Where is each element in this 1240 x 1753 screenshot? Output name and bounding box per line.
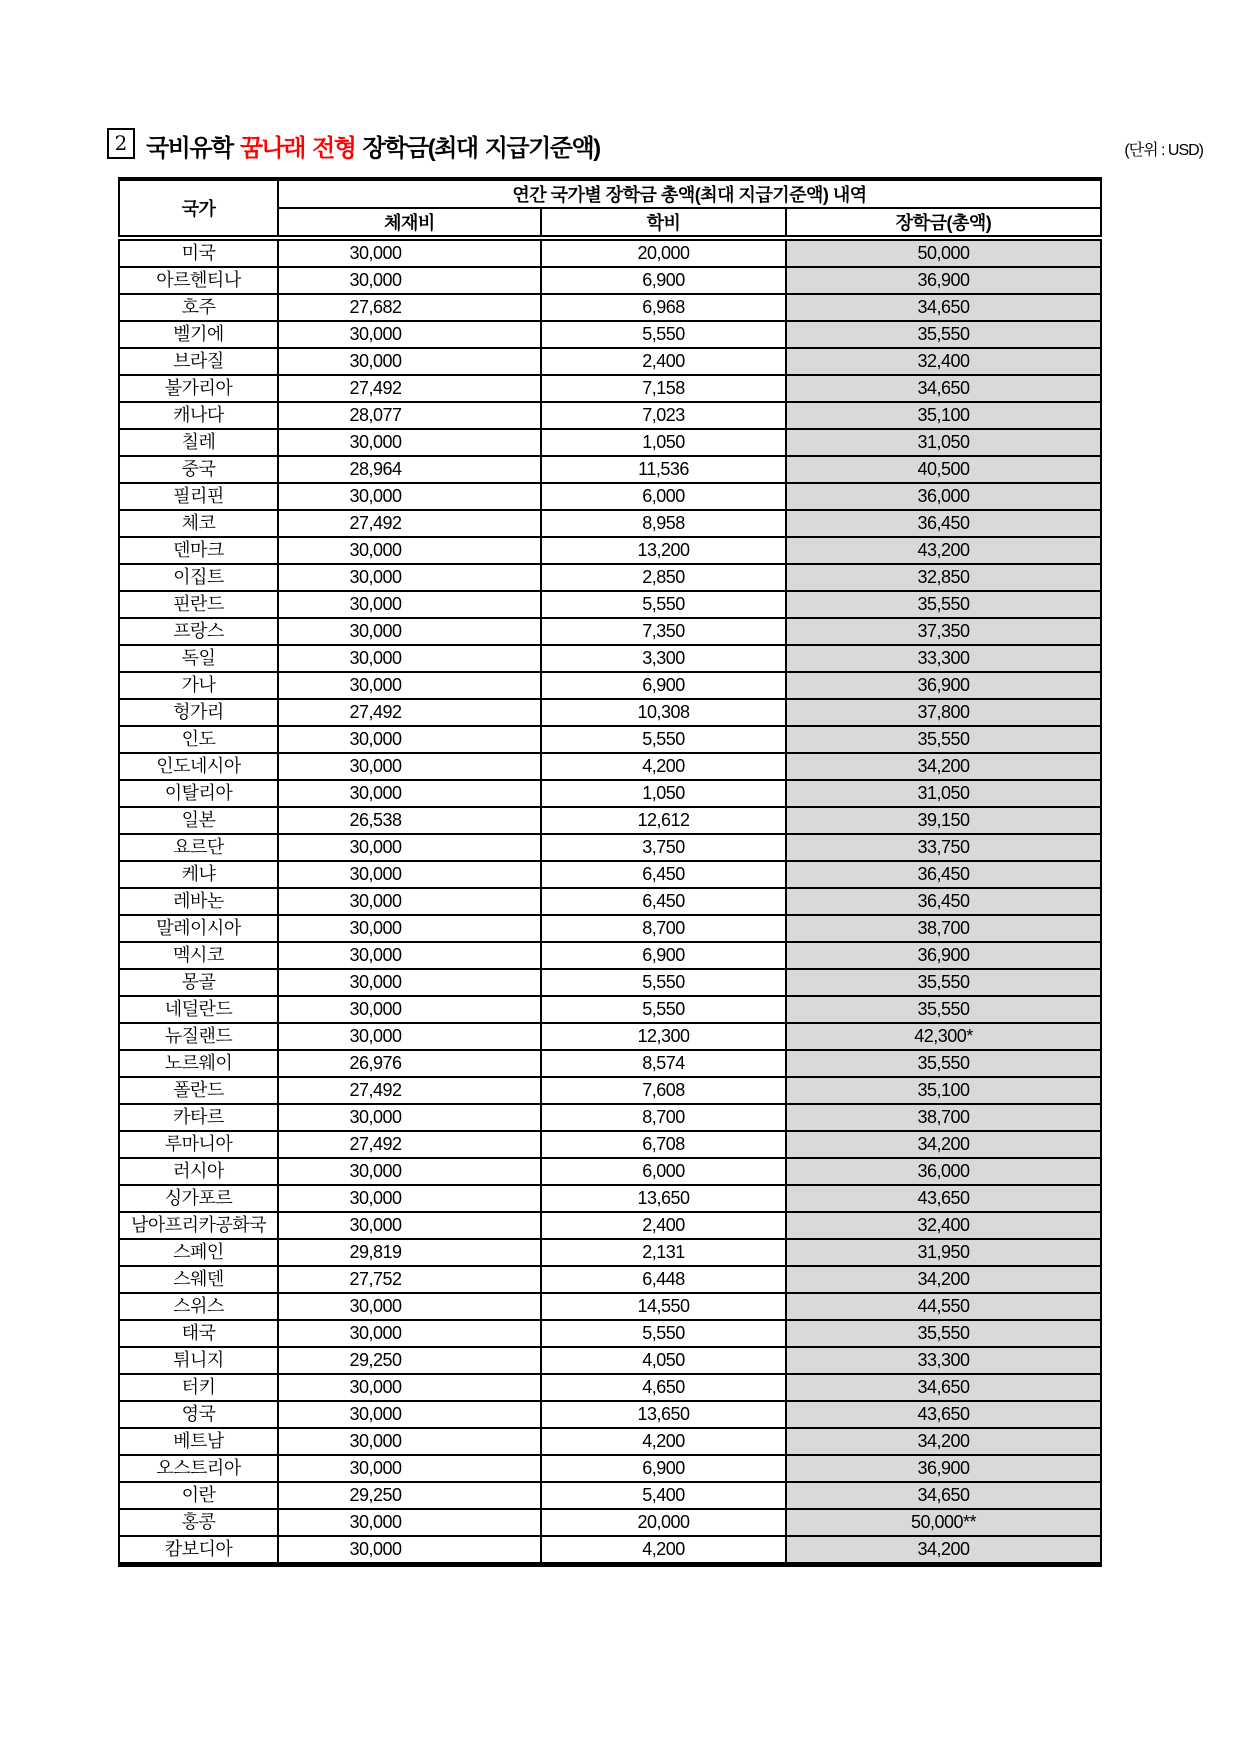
- total-scholarship-cell: 34,650: [786, 294, 1101, 321]
- header-country: 국가: [119, 179, 278, 238]
- total-scholarship-cell: 34,200: [786, 1536, 1101, 1565]
- table-row: [119, 1158, 1101, 1185]
- total-scholarship-cell: 37,800: [786, 699, 1101, 726]
- living-cost-cell: 30,000: [278, 1023, 541, 1050]
- total-scholarship-cell: 35,550: [786, 321, 1101, 348]
- tuition-cell: 6,968: [541, 294, 786, 321]
- total-scholarship-cell: 35,100: [786, 402, 1101, 429]
- country-cell: 중국: [119, 456, 278, 483]
- living-cost-cell: 26,976: [278, 1050, 541, 1077]
- title-row: [107, 128, 1203, 164]
- tuition-cell: 5,400: [541, 1482, 786, 1509]
- living-cost-cell: 30,000: [278, 1428, 541, 1455]
- total-scholarship-cell: 43,200: [786, 537, 1101, 564]
- total-scholarship-cell: 33,300: [786, 645, 1101, 672]
- tuition-cell: 6,450: [541, 861, 786, 888]
- tuition-cell: 2,400: [541, 1212, 786, 1239]
- table-row: [119, 1428, 1101, 1455]
- table-row: [119, 942, 1101, 969]
- tuition-cell: 5,550: [541, 969, 786, 996]
- table-row: [119, 1239, 1101, 1266]
- table-row: [119, 348, 1101, 375]
- tuition-cell: 10,308: [541, 699, 786, 726]
- living-cost-cell: 27,752: [278, 1266, 541, 1293]
- tuition-cell: 5,550: [541, 996, 786, 1023]
- country-cell: 인도: [119, 726, 278, 753]
- country-cell: 인도네시아: [119, 753, 278, 780]
- total-scholarship-cell: 33,750: [786, 834, 1101, 861]
- country-cell: 러시아: [119, 1158, 278, 1185]
- tuition-cell: 14,550: [541, 1293, 786, 1320]
- total-scholarship-cell: 35,550: [786, 969, 1101, 996]
- country-cell: 호주: [119, 294, 278, 321]
- table-row: [119, 753, 1101, 780]
- table-row: [119, 969, 1101, 996]
- country-cell: 캐나다: [119, 402, 278, 429]
- living-cost-cell: 28,077: [278, 402, 541, 429]
- section-number-box: 2: [107, 128, 135, 159]
- country-cell: 불가리아: [119, 375, 278, 402]
- header-total-scholarship: 장학금(총액): [786, 208, 1101, 238]
- country-cell: 일본: [119, 807, 278, 834]
- tuition-cell: 1,050: [541, 429, 786, 456]
- tuition-cell: 4,200: [541, 1428, 786, 1455]
- living-cost-cell: 30,000: [278, 726, 541, 753]
- living-cost-cell: 30,000: [278, 969, 541, 996]
- country-cell: 레바논: [119, 888, 278, 915]
- total-scholarship-cell: 35,550: [786, 996, 1101, 1023]
- table-row: [119, 1374, 1101, 1401]
- country-cell: 이탈리아: [119, 780, 278, 807]
- table-row: [119, 1293, 1101, 1320]
- living-cost-cell: 30,000: [278, 942, 541, 969]
- table-row: [119, 1536, 1101, 1565]
- living-cost-cell: 30,000: [278, 321, 541, 348]
- living-cost-cell: 27,492: [278, 1077, 541, 1104]
- country-cell: 싱가포르: [119, 1185, 278, 1212]
- country-cell: 덴마크: [119, 537, 278, 564]
- country-cell: 필리핀: [119, 483, 278, 510]
- tuition-cell: 6,448: [541, 1266, 786, 1293]
- country-cell: 영국: [119, 1401, 278, 1428]
- country-cell: 아르헨티나: [119, 267, 278, 294]
- country-cell: 캄보디아: [119, 1536, 278, 1565]
- total-scholarship-cell: 36,000: [786, 1158, 1101, 1185]
- tuition-cell: 5,550: [541, 591, 786, 618]
- tuition-cell: 8,700: [541, 915, 786, 942]
- table-row: [119, 267, 1101, 294]
- country-cell: 노르웨이: [119, 1050, 278, 1077]
- country-cell: 남아프리카공화국: [119, 1212, 278, 1239]
- total-scholarship-cell: 32,400: [786, 348, 1101, 375]
- total-scholarship-cell: 36,000: [786, 483, 1101, 510]
- country-cell: 요르단: [119, 834, 278, 861]
- table-row: [119, 402, 1101, 429]
- total-scholarship-cell: 31,950: [786, 1239, 1101, 1266]
- table-row: [119, 645, 1101, 672]
- table-header: [119, 179, 1101, 238]
- table-row: [119, 618, 1101, 645]
- tuition-cell: 13,650: [541, 1185, 786, 1212]
- tuition-cell: 2,400: [541, 348, 786, 375]
- table-row: [119, 456, 1101, 483]
- country-cell: 이란: [119, 1482, 278, 1509]
- living-cost-cell: 30,000: [278, 1536, 541, 1565]
- total-scholarship-cell: 36,900: [786, 267, 1101, 294]
- scholarship-table: [118, 177, 1102, 1567]
- table-row: [119, 1401, 1101, 1428]
- living-cost-cell: 30,000: [278, 1158, 541, 1185]
- country-cell: 터키: [119, 1374, 278, 1401]
- total-scholarship-cell: 34,200: [786, 1266, 1101, 1293]
- living-cost-cell: 30,000: [278, 1293, 541, 1320]
- total-scholarship-cell: 38,700: [786, 915, 1101, 942]
- tuition-cell: 20,000: [541, 238, 786, 267]
- table-row: [119, 1104, 1101, 1131]
- living-cost-cell: 30,000: [278, 780, 541, 807]
- country-cell: 멕시코: [119, 942, 278, 969]
- country-cell: 케냐: [119, 861, 278, 888]
- country-cell: 베트남: [119, 1428, 278, 1455]
- country-cell: 스페인: [119, 1239, 278, 1266]
- country-cell: 프랑스: [119, 618, 278, 645]
- country-cell: 벨기에: [119, 321, 278, 348]
- living-cost-cell: 30,000: [278, 996, 541, 1023]
- living-cost-cell: 30,000: [278, 238, 541, 267]
- tuition-cell: 6,900: [541, 267, 786, 294]
- living-cost-cell: 30,000: [278, 1212, 541, 1239]
- tuition-cell: 8,958: [541, 510, 786, 537]
- table-row: [119, 510, 1101, 537]
- table-row: [119, 888, 1101, 915]
- total-scholarship-cell: 50,000: [786, 238, 1101, 267]
- tuition-cell: 7,608: [541, 1077, 786, 1104]
- living-cost-cell: 30,000: [278, 483, 541, 510]
- tuition-cell: 6,900: [541, 672, 786, 699]
- table-row: [119, 834, 1101, 861]
- total-scholarship-cell: 32,400: [786, 1212, 1101, 1239]
- total-scholarship-cell: 33,300: [786, 1347, 1101, 1374]
- tuition-cell: 4,200: [541, 1536, 786, 1565]
- tuition-cell: 7,158: [541, 375, 786, 402]
- country-cell: 홍콩: [119, 1509, 278, 1536]
- living-cost-cell: 30,000: [278, 915, 541, 942]
- living-cost-cell: 29,819: [278, 1239, 541, 1266]
- living-cost-cell: 27,492: [278, 510, 541, 537]
- total-scholarship-cell: 50,000**: [786, 1509, 1101, 1536]
- country-cell: 튀니지: [119, 1347, 278, 1374]
- total-scholarship-cell: 34,200: [786, 753, 1101, 780]
- tuition-cell: 6,900: [541, 1455, 786, 1482]
- country-cell: 칠레: [119, 429, 278, 456]
- table-row: [119, 1131, 1101, 1158]
- tuition-cell: 2,850: [541, 564, 786, 591]
- table-row: [119, 294, 1101, 321]
- total-scholarship-cell: 35,100: [786, 1077, 1101, 1104]
- table-row: [119, 1050, 1101, 1077]
- total-scholarship-cell: 31,050: [786, 780, 1101, 807]
- total-scholarship-cell: 32,850: [786, 564, 1101, 591]
- country-cell: 카타르: [119, 1104, 278, 1131]
- living-cost-cell: 30,000: [278, 1455, 541, 1482]
- tuition-cell: 4,200: [541, 753, 786, 780]
- table-row: [119, 238, 1101, 267]
- total-scholarship-cell: 36,900: [786, 942, 1101, 969]
- living-cost-cell: 30,000: [278, 1509, 541, 1536]
- tuition-cell: 13,200: [541, 537, 786, 564]
- living-cost-cell: 27,492: [278, 1131, 541, 1158]
- total-scholarship-cell: 38,700: [786, 1104, 1101, 1131]
- total-scholarship-cell: 34,650: [786, 375, 1101, 402]
- table-row: [119, 861, 1101, 888]
- country-cell: 스위스: [119, 1293, 278, 1320]
- table-row: [119, 699, 1101, 726]
- living-cost-cell: 30,000: [278, 429, 541, 456]
- tuition-cell: 1,050: [541, 780, 786, 807]
- total-scholarship-cell: 44,550: [786, 1293, 1101, 1320]
- table-row: [119, 1077, 1101, 1104]
- living-cost-cell: 27,492: [278, 375, 541, 402]
- tuition-cell: 11,536: [541, 456, 786, 483]
- tuition-cell: 4,050: [541, 1347, 786, 1374]
- table-row: [119, 996, 1101, 1023]
- tuition-cell: 20,000: [541, 1509, 786, 1536]
- living-cost-cell: 30,000: [278, 591, 541, 618]
- total-scholarship-cell: 39,150: [786, 807, 1101, 834]
- tuition-cell: 5,550: [541, 1320, 786, 1347]
- tuition-cell: 12,300: [541, 1023, 786, 1050]
- total-scholarship-cell: 37,350: [786, 618, 1101, 645]
- table-row: [119, 537, 1101, 564]
- living-cost-cell: 30,000: [278, 861, 541, 888]
- total-scholarship-cell: 34,200: [786, 1131, 1101, 1158]
- country-cell: 루마니아: [119, 1131, 278, 1158]
- table-row: [119, 1266, 1101, 1293]
- country-cell: 폴란드: [119, 1077, 278, 1104]
- table-row: [119, 807, 1101, 834]
- total-scholarship-cell: 36,450: [786, 861, 1101, 888]
- tuition-cell: 5,550: [541, 726, 786, 753]
- total-scholarship-cell: 36,900: [786, 672, 1101, 699]
- total-scholarship-cell: 34,650: [786, 1374, 1101, 1401]
- tuition-cell: 6,900: [541, 942, 786, 969]
- country-cell: 말레이시아: [119, 915, 278, 942]
- living-cost-cell: 30,000: [278, 672, 541, 699]
- total-scholarship-cell: 35,550: [786, 726, 1101, 753]
- country-cell: 핀란드: [119, 591, 278, 618]
- tuition-cell: 2,131: [541, 1239, 786, 1266]
- country-cell: 체코: [119, 510, 278, 537]
- title-highlight: 꿈나래 전형: [239, 135, 356, 162]
- total-scholarship-cell: 43,650: [786, 1185, 1101, 1212]
- tuition-cell: 7,350: [541, 618, 786, 645]
- total-scholarship-cell: 42,300*: [786, 1023, 1101, 1050]
- header-living-cost: 체재비: [278, 208, 541, 238]
- living-cost-cell: 30,000: [278, 267, 541, 294]
- total-scholarship-cell: 34,650: [786, 1482, 1101, 1509]
- table-row: [119, 1185, 1101, 1212]
- tuition-cell: 8,574: [541, 1050, 786, 1077]
- tuition-cell: 6,450: [541, 888, 786, 915]
- table-row: [119, 1212, 1101, 1239]
- living-cost-cell: 30,000: [278, 1185, 541, 1212]
- table-row: [119, 915, 1101, 942]
- tuition-cell: 12,612: [541, 807, 786, 834]
- country-cell: 미국: [119, 238, 278, 267]
- country-cell: 오스트리아: [119, 1455, 278, 1482]
- header-group: 연간 국가별 장학금 총액(최대 지급기준액) 내역: [278, 179, 1101, 208]
- living-cost-cell: 30,000: [278, 348, 541, 375]
- living-cost-cell: 29,250: [278, 1482, 541, 1509]
- total-scholarship-cell: 40,500: [786, 456, 1101, 483]
- living-cost-cell: 30,000: [278, 618, 541, 645]
- living-cost-cell: 30,000: [278, 888, 541, 915]
- tuition-cell: 6,000: [541, 1158, 786, 1185]
- living-cost-cell: 30,000: [278, 645, 541, 672]
- country-cell: 가나: [119, 672, 278, 699]
- title-suffix: 장학금(최대 지급기준액): [355, 135, 600, 162]
- living-cost-cell: 30,000: [278, 1320, 541, 1347]
- table-row: [119, 726, 1101, 753]
- living-cost-cell: 27,492: [278, 699, 541, 726]
- total-scholarship-cell: 43,650: [786, 1401, 1101, 1428]
- tuition-cell: 6,708: [541, 1131, 786, 1158]
- tuition-cell: 6,000: [541, 483, 786, 510]
- table-row: [119, 591, 1101, 618]
- tuition-cell: 13,650: [541, 1401, 786, 1428]
- table-row: [119, 375, 1101, 402]
- table-row: [119, 1023, 1101, 1050]
- table-row: [119, 1455, 1101, 1482]
- table-row: [119, 672, 1101, 699]
- unit-label: (단위 : USD): [1124, 142, 1203, 159]
- table-row: [119, 1509, 1101, 1536]
- country-cell: 스웨덴: [119, 1266, 278, 1293]
- tuition-cell: 4,650: [541, 1374, 786, 1401]
- table-body: [119, 238, 1101, 1565]
- total-scholarship-cell: 35,550: [786, 1320, 1101, 1347]
- total-scholarship-cell: 34,200: [786, 1428, 1101, 1455]
- country-cell: 태국: [119, 1320, 278, 1347]
- tuition-cell: 8,700: [541, 1104, 786, 1131]
- country-cell: 뉴질랜드: [119, 1023, 278, 1050]
- total-scholarship-cell: 36,900: [786, 1455, 1101, 1482]
- living-cost-cell: 30,000: [278, 1401, 541, 1428]
- country-cell: 헝가리: [119, 699, 278, 726]
- country-cell: 네덜란드: [119, 996, 278, 1023]
- country-cell: 몽골: [119, 969, 278, 996]
- living-cost-cell: 30,000: [278, 753, 541, 780]
- table-row: [119, 1320, 1101, 1347]
- tuition-cell: 7,023: [541, 402, 786, 429]
- living-cost-cell: 30,000: [278, 537, 541, 564]
- total-scholarship-cell: 35,550: [786, 591, 1101, 618]
- table-row: [119, 321, 1101, 348]
- living-cost-cell: 30,000: [278, 1374, 541, 1401]
- table-row: [119, 483, 1101, 510]
- total-scholarship-cell: 36,450: [786, 888, 1101, 915]
- country-cell: 이집트: [119, 564, 278, 591]
- table-row: [119, 564, 1101, 591]
- tuition-cell: 3,300: [541, 645, 786, 672]
- total-scholarship-cell: 36,450: [786, 510, 1101, 537]
- tuition-cell: 5,550: [541, 321, 786, 348]
- table-row: [119, 780, 1101, 807]
- country-cell: 브라질: [119, 348, 278, 375]
- title-prefix: 국비유학: [146, 135, 240, 162]
- table-row: [119, 1347, 1101, 1374]
- total-scholarship-cell: 31,050: [786, 429, 1101, 456]
- tuition-cell: 3,750: [541, 834, 786, 861]
- living-cost-cell: 30,000: [278, 834, 541, 861]
- living-cost-cell: 30,000: [278, 1104, 541, 1131]
- header-tuition: 학비: [541, 208, 786, 238]
- country-cell: 독일: [119, 645, 278, 672]
- table-row: [119, 429, 1101, 456]
- table-row: [119, 1482, 1101, 1509]
- living-cost-cell: 26,538: [278, 807, 541, 834]
- total-scholarship-cell: 35,550: [786, 1050, 1101, 1077]
- page-title: [146, 128, 600, 163]
- living-cost-cell: 29,250: [278, 1347, 541, 1374]
- living-cost-cell: 30,000: [278, 564, 541, 591]
- living-cost-cell: 28,964: [278, 456, 541, 483]
- living-cost-cell: 27,682: [278, 294, 541, 321]
